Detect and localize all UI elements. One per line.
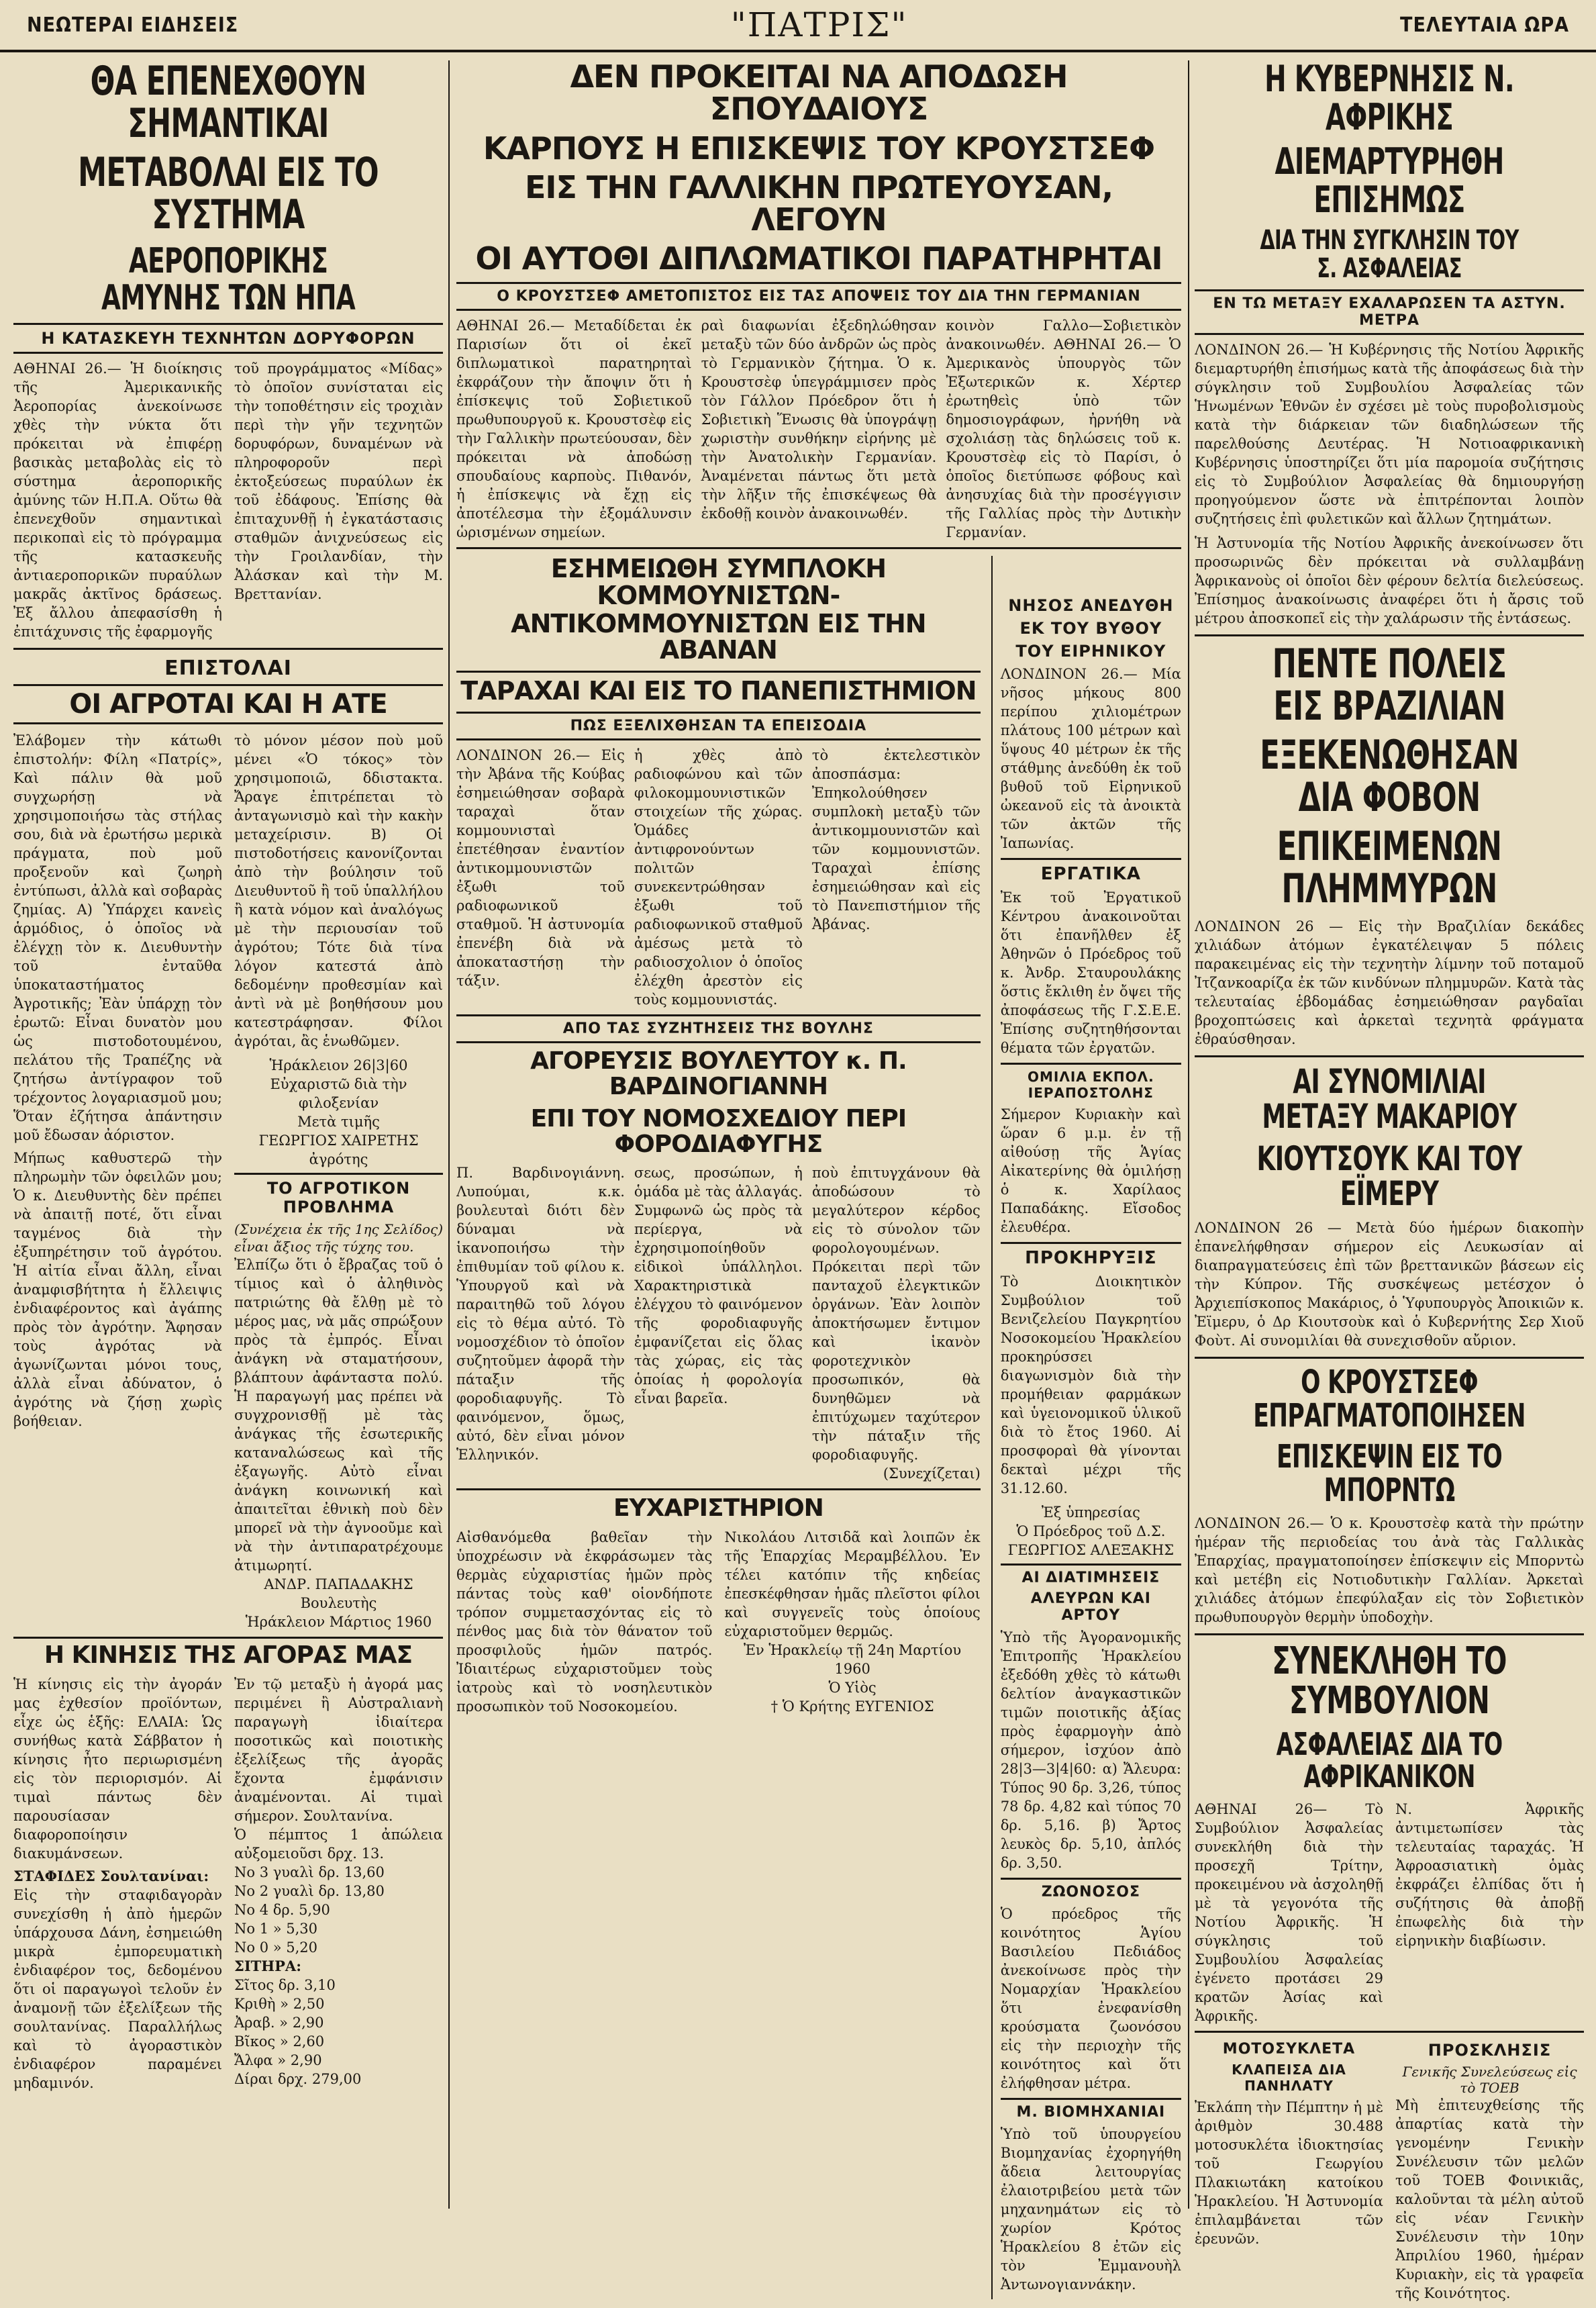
headline-island-line3: ΤΟΥ ΕΙΡΗΝΙΚΟΥ [1015,641,1166,661]
headline-motorcycle-line1: ΜΟΤΟΣΥΚΛΕΤΑ [1222,2040,1356,2058]
article-text: ΛΟΝΔΙΝΟΝ 26.— Εἰς τὴν Ἀβάνα τῆς Κούβας ἐσημειώθησαν σοβαρὰ ταραχαὶ ὅταν κομμουνισταὶ ἐπετέθησαν ἐναντίον ἀντικομμουνιστῶν ἐξωθι τοῦ ραδιοφωνικοῦ σταθμοῦ. Ἡ ἀστυνομία ἐπενέβη διὰ νὰ ἀποκαταστήσῃ τὴν τάξιν. [456,747,625,990]
article-text: ἡ χθὲς ἀπὸ ραδιοφώνου καὶ τῶν φιλοκομμουνιστικῶν στοιχείων τῆς χώρας. Ὁμάδες ἀντιφρονούντων πολιτῶν συνεκεντρώθησαν ἐξωθι τοῦ ραδιοφωνικοῦ σταθμοῦ ἀμέσως μετὰ τὸ ραδιοσχολιον ὁ ὁποῖος ἐλέχθη ἀρεστὸν εἰς τοὺς κομμουνιστάς. [634,747,803,1008]
prices-text: Ὑπὸ τῆς Ἀγορανομικῆς Ἐπιτροπῆς Ἡρακλείου ἐξεδόθη χθὲς τὸ κάτωθι δελτίον ἀναγκαστικῶν τιμῶν ποιοτικῆς ἀξίας πρὸς ἐφαρμογὴν ἀπὸ σήμερον, ἰσχύον ἀπὸ 28|3—3|4|60: α) Ἄλευρα: Τύπος 90 δρ. 3,26, τύπος 78 δρ. 4,82 καὶ τύπος 70 δρ. 5,16. β) Ἄρτος λευκὸς δρ. 5,10, ἀπλός δρ. 3,50. [1000,1629,1181,1871]
article-cyprus: ΛΟΝΔΙΝΟΝ 26 — Μετὰ δύο ἡμέρων διακοπὴν ἐπανελήφθησαν σήμερον εἰς Λευκωσίαν αἱ διαπραγματεύσεις ἐπὶ τῶν βρεττανικῶν βάσεων εἰς τὴν Κύπρον. Τῆς συσκέψεως μετέσχον ὁ Ἀρχιεπίσκοπος Μακάριος, ὁ Ὑφυπουργὸς Ἀποικιῶν κ. Ἐϊμερυ, ὁ Δρ Κιουτσοὺκ καὶ ὁ Κυβερνήτης Σερ Χιοῦ Φοὺτ. Αἱ συνομιλίαι θὰ συνεχισθοῦν αὔριον. [1195,1219,1584,1349]
article-text: ποὺ ἐπιτυγχάνουν θὰ ἀποδώσουν τὸ μεγαλύτερον κέρδος εἰς τὸ σύνολον τῶν φορολογουμένων. Πρόκειται περὶ τῶν πανταχοῦ ἐλεγκτικῶν ὀργάνων. Ἐὰν λοιπὸν ἀποκτήσωμεν ἔντιμον καὶ ἱκανὸν φοροτεχνικὸν προσωπικόν, θὰ δυνηθῶμεν νὰ ἐπιτύχωμεν ταχύτερον τὴν πάταξιν τῆς φοροδιαφυγῆς. [811,1165,981,1463]
center-lower [456,547,1181,2299]
masthead-title: "ΠΑΤΡΙΣ" [730,5,908,44]
letter-author-role: ἀγρότης [309,1151,368,1168]
zoonosis-text: Ὁ πρόεδρος τῆς κοινότητος Ἁγίου Βασιλείου Πεδιάδος ἀνεκοίνωσε πρὸς τὴν Νομαρχίαν Ἡρακλείου ὅτι ἐνεφανίσθη κρούσματα ζωονόσου εἰς τὴν περιοχὴν τῆς κοινότητος καὶ ὅτι ἐλήφθησαν μέτρα. [1000,1905,1181,2091]
continued-note: (Συνεχίζεται) [883,1465,981,1482]
market-text: Ἐν τῷ μεταξὺ ἡ ἀγορά μας περιμένει ἢ Αὐστραλιανὴ παραγωγὴ ἰδιαίτερα ποσοτικῶς καὶ ποιοτικὴς ἐξελίξεως τῆς ἀγορᾶς ἔχοντα ἐμφάνισιν ἀναμένονται. Αἱ τιμαὶ σήμερον. Σουλτανίνα. [234,1676,443,1824]
thanks-date: Ἐν Ἡρακλείῳ τῇ 24η Μαρτίου 1960 [743,1642,962,1678]
agro-text: Ἐλπίζω ὅτι ὁ ἔβραζας τοῦ ὁ τίμιος καὶ ὁ ἀληθινὸς πατριώτης θὰ ἔλθῃ μὲ τὸ μέρος μας, νὰ μᾶς σπρώξουν πρὸς τὰ ἐμπρός. Εἶναι ἀνάγκη νὰ σταματήσουν, βλάπτουν ἀφάνταστα πολύ. Ἡ παραγωγή μας πρέπει νὰ συγχρονισθῇ μὲ τὰς ἀνάγκας τῆς ἐσωτερικῆς καταναλώσεως καὶ τῆς ἐξαγωγῆς. Αὐτὸ εἶναι ἀνάγκη κοινωνική καὶ ἀπαιτεῖται ἐθνικὴ ποὺ δὲν μπορεῖ νὰ τὴν ἀγνοοῦμε καὶ νὰ τὴν ἀντιπαρατρέχουμε ἀτιμωρητί. [234,1257,443,1574]
article-parliament [456,1163,981,1483]
article-text: σεως, προσώπων, ἡ ὁμάδα μὲ τὰς ἀλλαγάς. Συμφωνῶ ὡς πρὸς τὰ περίεργα, νὰ ἐχρησιμοποίηθοῦν εἰδικοὶ ὑπάλληλοι. Χαρακτηριστικὰ ἐλέγχου τὸ φαινόμενον τῆς φοροδιαφυγῆς ἐμφανίζεται εἰς ὅλας τὰς χώρας, εἰς τὰς ὁποίας ἡ φορολογία εἶναι βαρεῖα. [634,1165,803,1407]
raisins-text: Εἰς τὴν σταφιδαγορὰν συνεχίσθη ἡ ἀπὸ ἡμερῶν ὑπάρχουσα Δάνη, ἐσημειώθη μικρὰ ἐμπορευματικὴ ἐνδιαφέρον τος, δεδομένου ὅτι οἱ παραγωγοὶ τελοῦν ἐν ἀναμονῇ τῶν ἐξελίξεων τῆς σουλτανίνας. Παραλλήλως καὶ τὸ ἀγοραστικὸν ἐνδιαφέρον παραμένει μηδαμινόν. [13,1886,222,2091]
subheadline-satellites: Η ΚΑΤΑΣΚΕΥΗ ΤΕΧΝΗΤΩΝ ΔΟΡΥΦΟΡΩΝ [13,323,443,354]
headline-khrushchev-line1: ΔΕΝ ΠΡΟΚΕΙΤΑΙ ΝΑ ΑΠΟΔΩΣΗ ΣΠΟΥΔΑΙΟΥΣ [570,60,1068,128]
grain-line: Ἀραβ. » 2,90 [234,2014,324,2031]
grain-line: Ἄλφα » 2,90 [234,2052,322,2068]
prices-note: Ὁ πέμπτος 1 ἀπώλεια αὐξομειοῦσι δρχ. 13. [234,1826,443,1862]
lecture-text: Σήμερον Κυριακὴν καὶ ὥραν 6 μ.μ. ἐν τῇ αἰθούσῃ τῆς Ἁγίας Αἰκατερίνης θὰ ὁμιλήσῃ ὁ κ. Χαρίλαος Παπαδάκης. Εἴσοδος ἐλευθέρα. [1000,1106,1181,1235]
subheadline-police: ΕΝ ΤΩ ΜΕΤΑΞΥ ΕΧΑΛΑΡΩΣΕΝ ΤΑ ΑΣΤΥΝ. ΜΕΤΡΑ [1195,289,1584,335]
headline-khrushchev-line3: ΕΙΣ ΤΗΝ ΓΑΛΛΙΚΗΝ ΠΡΩΤΕΥΟΥΣΑΝ, ΛΕΓΟΥΝ [524,169,1113,238]
agro-author: ΑΝΔΡ. ΠΑΠΑΔΑΚΗΣ [264,1576,413,1593]
island-text: ΛΟΝΔΙΝΟΝ 26.— Μία νῆσος μήκους 800 περίπου χιλιομέτρων πλάτους 100 μέτρων καὶ ὕψους 40 μέτρων ἐκ τῆς στάθμης ἀνεδύθη ἐκ τοῦ βυθοῦ τοῦ Εἰρηνικοῦ ὠκεανοῦ εἰς τὰ ἀνοικτὰ τῶν ἀκτῶν τῆς Ἰαπωνίας. [1000,665,1181,851]
article-khrushchev [456,316,1181,542]
article-safrica: Ἡ Ἀστυνομία τῆς Νοτίου Ἀφρικῆς ἀνεκοίνωσεν ὅτι προσωρινῶς δὲν πρόκειται νὰ συλλαμβάνῃ Ἀφρικανοὺς οἱ ὁποῖοι δὲν φέρουν δελτία διελεύσεως. Ἐπίσημος ἀνακοίνωσις ἀναφέρει ὅτι ἡ ἄρσις τοῦ μέτρου ἀποσκοπεῖ εἰς τὴν χαλάρωσιν τῆς ἐντάσεως. [1195,534,1584,626]
thanks-signature: † Ὁ Κρήτης ΕΥΓΕΝΙΟΣ [770,1698,934,1715]
article-brazil: ΛΟΝΔΙΝΟΝ 26 — Εἰς τὴν Βραζιλίαν δεκάδες χιλιάδων ἀτόμων ἐγκατέλειψαν 5 πόλεις παρακειμένας εἰς τὴν τεχνητὴν λίμνην τοῦ ποταμοῦ Ἰτζανκοαρίζα ἐκ τῶν κινδύνων πλημμυρῶν. Κατὰ τὰς τελευταίας ἑβδομάδας ἐσημειώθησαν ραγδαῖαι βροχοπτώσεις καὶ ἀρκεταὶ τεχνητὰ φράγματα ἐθραύσθησαν. [1195,918,1584,1047]
headline-security-council-line1: ΣΥΝΕΚΛΗΘΗ ΤΟ ΣΥΜΒΟΥΛΙΟΝ [1272,1639,1507,1723]
thanks-notice [456,1528,981,1716]
market-text: Ἡ κίνησις εἰς τὴν ἀγοράν μας ἐχθεσίον προϊόντων, εἶχε ὡς ἑξῆς: ΕΛΑΙΑ: Ὡς συνήθως κατὰ Σάββατον ἡ κίνησις ἦτο περιωρισμένη εἰς τὸν περιορισμόν. Αἱ τιμαὶ πάντως δὲν παρουσίασαν διαφοροποίησιν διακυμάνσεων. [13,1676,222,1862]
letter-text: Ἐλάβομεν τὴν κάτωθι ἐπιστολήν: Φίλη «Πατρίς», Καὶ πάλιν θὰ μοῦ συγχωρήσῃ νὰ χρησιμοποιήσω τὰς στήλας σου, διὰ νὰ ἐρωτήσω μερικὰ πράγματα, ποὺ μοῦ προξενοῦν καὶ ζωηρὴ ἐντύπωσι, ἀλλὰ καὶ σοβαρὰς ζημίας. Α) Ὑπάρχει κανεὶς ἁρμόδιος, ὁ ὁποῖος νὰ ἐλέγχῃ τὸν κ. Διευθυντὴν τοῦ ἐνταῦθα ὑποκαταστήματος Ἀγροτικῆς; Ἐὰν ὑπάρχῃ τὸν ἐρωτῶ: Εἶναι δυνατὸν μου ὡς πιστοδοτουμένου, πελάτου τῆς Τραπέζης νὰ ζητήσω ἀντίγραφον τοῦ τρέχοντος λογαριασμοῦ μου; Ὅταν ἐζήτησα ἀπάντησιν μοῦ ἔδωσαν ἀόριστον. [13,732,222,1144]
article-security-council [1195,1800,1584,2025]
headline-zoonosis: ΖΩΟΝΟΣΟΣ [1001,1878,1181,1901]
price-line: Νο 2 γυαλὶ δρ. 13,80 [234,1882,385,1899]
headline-parliament-line2: ΕΠΙ ΤΟΥ ΝΟΜΟΣΧΕΔΙΟΥ ΠΕΡΙ ΦΟΡΟΔΙΑΦΥΓΗΣ [530,1104,907,1158]
raisins-heading: ΣΤΑΦΙΔΕΣ Σουλτανίναι: [13,1867,209,1884]
motorcycle-text: Ἐκλάπη τὴν Πέμπτην ἡ μὲ ἀριθμὸν 30.488 μοτοσυκλέτα ἰδιοκτησίας τοῦ Γεωργίου Πλακιωτάκη κατοίκου Ἡρακλείου. Ἡ Ἀστυνομία ἐπιλαμβάνεται τῶν ἐρευνῶν. [1195,2099,1383,2247]
headline-parliament-line1: ΑΓΟΡΕΥΣΙΣ ΒΟΥΛΕΥΤΟΥ κ. Π. ΒΑΡΔΙΝΟΓΙΑΝΝΗ [530,1047,907,1101]
subheadline-germany: Ο ΚΡΟΥΣΤΣΕΦ ΑΜΕΤΟΠΙΣΤΟΣ ΕΙΣ ΤΑΣ ΑΠΟΨΕΙΣ ΤΟΥ ΔΙΑ ΤΗΝ ΓΕΡΜΑΝΙΑΝ [456,282,1181,311]
article-text: τοῦ προγράμματος «Μίδας» τὸ ὁποῖον συνίσταται εἰς τὴν τοποθέτησιν εἰς τροχιὰν περὶ τὴν γῆν τεχνητῶν δορυφόρων, δυναμένων νὰ πληροφοροῦν περὶ ἐκτοξεύσεως πυραύλων ἐκ τοῦ ἐδάφους. Ἐπίσης θὰ ἐπιταχυνθῇ ἡ ἐγκατάστασις σταθμῶν ἀνιχνεύσεως εἰς τὴν Γροιλανδίαν, τὴν Ἀλάσκαν καὶ τὴν Μ. Βρεττανίαν. [234,360,443,603]
invitation-text: Μὴ ἐπιτευχθείσης τῆς ἀπαρτίας κατὰ τὴν γενομένην Γενικὴν Συνέλευσιν τῶν μελῶν τοῦ ΤΟΕΒ Φοινικιᾶς, καλοῦνται τὰ μέλη αὐτοῦ εἰς νέαν Γενικὴν Συνέλευσιν τὴν 10ην Ἀπριλίου 1960, ἡμέραν Κυριακὴν, εἰς τὰ γραφεῖα τῆς Κοινότητος. [1395,2097,1584,2301]
article-havana [456,746,981,1009]
article-text: Ν. Ἀφρικῆς ἀντιμετωπίσεν τὰς τελευταίας ταραχάς. Ἡ Ἀφροασιατικὴ ὁμὰς ἐκφράζει ἐλπίδας ὅτι ἡ συζήτησις θὰ ἀποβῇ ἐπωφελὴς διὰ τὴν εἰρηνικὴν διαβίωσιν. [1395,1800,1584,1949]
article-bordeaux: ΛΟΝΔΙΝΟΝ 26.— Ὁ κ. Κρουστσὲφ κατὰ τὴν πρώτην ἡμέραν τῆς περιοδείας του ἀνὰ τὰς Γαλλικὰς Ἐπαρχίας, πραγματοποίησεν ἐπίσκεψιν εἰς Μπορντὼ καὶ μετέβη εἰς Νοτιοδυτικὴν Γαλλίαν. Ἀρκεταὶ χιλιάδες ἀτόμων ἐπεφύλαξαν εἰς τὸν Σοβιετικὸν πρωθυπουργὸν θερμὴν ὑποδοχὴν. [1195,1515,1584,1626]
headline-khrushchev-line2: ΚΑΡΠΟΥΣ Η ΕΠΙΣΚΕΨΙΣ ΤΟΥ ΚΡΟΥΣΤΣΕΦ [483,130,1155,166]
labor-text: Ἐκ τοῦ Ἐργατικοῦ Κέντρου ἀνακοινοῦται ὅτι ἐπανῆλθεν ἐξ Ἀθηνῶν ὁ Πρόεδρος τοῦ κ. Ἀνδρ. Σταυρουλάκης ὅστις ἔκλιθη ἐν ὄψει τῆς ἀποφάσεως τῆς Γ.Σ.Ε.Ε. Ἐπίσης συζητηθήσονται θέματα τῶν ἐργατῶν. [1000,889,1181,1056]
headline-motorcycle-line2: ΚΛΑΠΕΙΣΑ ΔΙΑ ΠΑΝΗΛΑΤΥ [1232,2061,1346,2094]
article-safrica: ΛΟΝΔΙΝΟΝ 26.— Ἡ Κυβέρνησις τῆς Νοτίου Ἀφρικῆς διεμαρτυρήθη ἐπισήμως κατὰ τῆς ἀποφάσεως διὰ τὴν σύγκλησιν τοῦ Συμβουλίου Ἀσφαλείας τῶν Ἡνωμένων Ἐθνῶν ἐν σχέσει μὲ τοὺς πυροβολισμοὺς κατὰ τὴν διάρκειαν τῶν διαδηλώσεων τῆς παρελθούσης Δευτέρας. Ἡ Νοτιοαφρικανικὴ Κυβέρνησις ὑποστηρίζει ὅτι μία παρομοία συζήτησις εἰς τὸ Συμβούλιον Ἀσφαλείας θὰ δημιουργήσῃ προηγούμενον ὥστε νὰ ἐπιτρέπονται λοιπὸν συζητήσεις ἐπὶ φυλετικῶν καὶ ἄλλων ζητημάτων. [1195,341,1584,527]
headline-safrica-line3: ΔΙΑ ΤΗΝ ΣΥΓΚΛΗΣΙΝ ΤΟΥ Σ. ΑΣΦΑΛΕΙΑΣ [1260,224,1519,284]
article-text: τὸ ἐκτελεστικὸν ἀποσπάσμα: Ἐπηκολούθησεν συμπλοκὴ μεταξὺ τῶν ἀντικομμουνιστῶν καὶ τῶν κομμουνιστῶν. Ταραχαὶ ἐπίσης ἐσημειώθησαν καὶ εἰς τὸ Πανεπιστήμιον τῆς Ἀβάνας. [811,747,981,933]
headline-aa-line1: ΘΑ ΕΠΕΝΕΧΘΟΥΝ ΣΗΜΑΝΤΙΚΑΙ [90,60,366,147]
agro-subline: (Συνέχεια ἐκ τῆς 1ης Σελίδος) εἶναι ἄξιος τῆς τύχης του. [234,1221,443,1255]
left-column [13,60,443,2098]
grain-line: Δίραι δρχ. 279,00 [234,2070,362,2087]
headline-havana-line3: ΤΑΡΑΧΑΙ ΚΑΙ ΕΙΣ ΤΟ ΠΑΝΕΠΙΣΤΗΜΙΟΝ [456,671,981,705]
agro-signature [234,1575,443,1631]
letter-text: τὸ μόνον μέσον ποὺ μοῦ μένει «Ὁ τόκος» τὸν χρησιμοποιῶ, δδιστακτα. Ἄραγε ἐπιτρέπεται τὸ ἀνταγωνισμὸ καὶ τὴν κακὴν μεταχείρισιν. Β) Οἱ πιστοδοτήσεις κανονίζονται ἀπὸ τὴν βούλησιν τοῦ Διευθυντοῦ ἢ τοῦ ὑπαλλήλου ἢ κατὰ νόμον καὶ ἀναλόγως μὲ τὴν περιουσίαν τοῦ ἀγρότου; Τότε διὰ τίνα λόγον κατεστά ἀπὸ δεδομένην προθεσμίαν καὶ ἀντὶ νὰ μὲ βοηθήσουν μου κατεστράφησαν. Φίλοι ἀγρόται, ἂς ἑνωθῶμεν. [234,732,443,1050]
tender-sig-line: ΓΕΩΡΓΙΟΣ ΑΛΕΞΑΚΗΣ [1007,1541,1175,1558]
headline-bordeaux-line1: Ο ΚΡΟΥΣΤΣΕΦ ΕΠΡΑΓΜΑΤΟΠΟΙΗΣΕΝ [1253,1363,1526,1435]
headline-bordeaux-line2: ΕΠΙΣΚΕΨΙΝ ΕΙΣ ΤΟ ΜΠΟΡΝΤΩ [1276,1437,1503,1509]
headline-island-line2: ΕΚ ΤΟΥ ΒΥΘΟΥ [1019,618,1162,638]
thanks-signature-label: Ὁ Υἱὸς [828,1680,877,1696]
headline-cyprus-line1: ΑΙ ΣΥΝΟΜΙΛΙΑΙ ΜΕΤΑΞΥ ΜΑΚΑΡΙΟΥ [1262,1061,1517,1137]
subheadline-incidents: ΠΩΣ ΕΞΕΛΙΧΘΗΣΑΝ ΤΑ ΕΠΕΙΣΟΔΙΑ [456,712,981,740]
thanks-text: Νικολάου Λιτσιδᾶ καὶ λοιπῶν ἐκ τῆς Ἐπαρχίας Μεραμβέλλου. Ἐν τέλει κατόπιν τῆς κηδείας ἐπεσκέφθησαν ἡμᾶς πλεῖστοι φίλοι καὶ συγγενεῖς τοὺς ὁποίους εὐχαριστοῦμεν θερμῶς. [724,1529,981,1640]
headline-industries: Μ. ΒΙΟΜΗΧΑΝΙΑΙ [1001,2098,1181,2121]
price-line: Νο 1 » 5,30 [234,1920,318,1937]
divider [1195,634,1584,636]
masthead-right: ΤΕΛΕΥΤΑΙΑ ΩΡΑ [1400,13,1569,37]
column-divider [448,60,450,2209]
column-divider [1188,60,1189,2209]
grain-line: Βῖκος » 2,60 [234,2033,325,2050]
masthead-left: ΝΕΩΤΕΡΑΙ ΕΙΔΗΣΕΙΣ [27,13,239,37]
headline-aa-line2: ΜΕΤΑΒΟΛΑΙ ΕΙΣ ΤΟ ΣΥΣΤΗΜΑ [78,149,379,238]
letter-text: Μήπως καθυστερῶ τὴν πληρωμὴν τῶν ὀφειλῶν μου; Ὁ κ. Διευθυντὴς δὲν πρέπει νὰ ἀπαιτῇ ποτέ, ὅτι εἶναι ταγμένος διὰ τὴν ἐξυπηρέτησιν τοῦ ἀγρότου. Ἡ αἰτία εἶναι ἄλλη, εἶναι ἀναμφισβήτητα ἡ ἔλλειψις ἐνδιαφέροντος καὶ ἀγάπης πρὸς τὸν ἀγρότην. Ἄφησαν τοὺς ἀγρότας νὰ ἀγωνίζωνται μόνοι τους, ἀλλὰ εἶναι ἀδύνατον, ὁ ἀγρότης νὰ ζήσῃ χωρὶς βοήθειαν. [13,1150,222,1430]
headline-market: Η ΚΙΝΗΣΙΣ ΤΗΣ ΑΓΟΡΑΣ ΜΑΣ [13,1637,443,1668]
headline-havana-line1: ΕΣΗΜΕΙΩΘΗ ΣΥΜΠΛΟΚΗ ΚΟΜΜΟΥΝΙΣΤΩΝ- [550,553,887,610]
headline-labor: ΕΡΓΑΤΙΚΑ [1001,858,1181,884]
price-line: Νο 3 γυαλὶ δρ. 13,60 [234,1864,385,1880]
letter-date: Ἡράκλειον 26|3|60 [269,1057,408,1074]
article-text: ΑΘΗΝΑΙ 26— Τὸ Συμβούλιον Ἀσφαλείας συνεκλήθη διὰ τὴν προσεχῆ Τρίτην, προκειμένου νὰ ἀσχοληθῇ μὲ τὰ γεγονότα τῆς Νοτίου Ἀφρικῆς. Ἡ σύγκλησις τοῦ Συμβουλίου Ἀσφαλείας ἐγένετο προτάσει 29 κρατῶν Ἀσίας καὶ Ἀφρικῆς. [1195,1800,1383,2024]
divider [1195,1357,1584,1359]
headline-prices-line2: ΑΛΕΥΡΩΝ ΚΑΙ ΑΡΤΟΥ [1030,1590,1151,1624]
subheadline-parliament: ΑΠΟ ΤΑΣ ΣΥΖΗΤΗΣΕΙΣ ΤΗΣ ΒΟΥΛΗΣ [456,1014,981,1043]
headline-brazil-line1: ΠΕΝΤΕ ΠΟΛΕΙΣ ΕΙΣ ΒΡΑΖΙΛΙΑΝ [1272,640,1507,730]
grain-heading: ΣΙΤΗΡΑ: [234,1957,301,1974]
thanks-text: Αἰσθανόμεθα βαθεῖαν τὴν ὑποχρέωσιν νὰ ἐκφράσωμεν τὰς θερμὰς εὐχαριστίας ἡμῶν πρὸς πάντας τοὺς καθ' οἱονδήποτε τρόπον συμμετασχόντας εἰς τὸ πένθος μας διὰ τὸν θάνατον τοῦ προσφιλοῦς ἡμῶν πατρός. Ἰδιαιτέρως εὐχαριστοῦμεν τοὺς ἰατροὺς καὶ τὸ νοσηλευτικὸν προσωπικὸν τοῦ Νοσοκομείου. [456,1529,713,1715]
headline-island-line1: ΝΗΣΟΣ ΑΝΕΔΥΘΗ [1008,595,1174,615]
masthead [0,0,1596,52]
headline-brazil-line3: ΕΠΙΚΕΙΜΕΝΩΝ ΠΛΗΜΜΥΡΩΝ [1277,822,1502,912]
agro-date: Ἡράκλειον Μάρτιος 1960 [245,1614,432,1631]
article-air-defense [13,359,443,641]
right-column [1195,60,1584,2308]
headline-lecture: ΟΜΙΛΙΑ ΕΚΠΟΛ. ΙΕΡΑΠΟΣΤΟΛΗΣ [1001,1063,1181,1101]
headline-havana-line2: ΑΝΤΙΚΟΜΜΟΥΝΙΣΤΩΝ ΕΙΣ ΤΗΝ ΑΒΑΝΑΝ [511,608,926,665]
letter-author: ΓΕΩΡΓΙΟΣ ΧΑΙΡΕΤΗΣ [258,1133,419,1149]
article-text: ραὶ διαφωνίαι ἐξεδηλώθησαν μεταξὺ τῶν δύο ἀνδρῶν ὡς πρὸς τὸ Γερμανικὸν ζήτημα. Ὁ κ. Κρουστσὲφ ὑπεγράμμισεν πρὸς τὸν Γάλλον Πρόεδρον ὅτι ἡ Σοβιετικὴ Ἕνωσις θὰ ὑπογράψῃ χωριστὴν συνθήκην εἰρήνης μὲ τὴν Ἀνατολικὴν Γερμανίαν. Ἀναμένεται πάντως ὅτι μετὰ τὴν λῆξιν τῆς ἐπισκέψεως θὰ ἐκδοθῇ κοινὸν ἀνακοινωθέν. [701,317,937,522]
letter-farmers [13,731,443,1631]
headline-aa-line3: ΑΕΡΟΠΟΡΙΚΗΣ ΑΜΥΝΗΣ ΤΩΝ ΗΠΑ [101,241,355,318]
headline-brazil-line2: ΕΞΕΚΕΝΩΘΗΣΑΝ ΔΙΑ ΦΟΒΟΝ [1260,731,1519,821]
bottom-notices [1195,2031,1584,2308]
headline-safrica-line1: Η ΚΥΒΕΡΝΗΣΙΣ Ν. ΑΦΡΙΚΗΣ [1264,60,1514,138]
headline-security-council-line2: ΑΣΦΑΛΕΙΑΣ ΔΙΑ ΤΟ ΑΦΡΙΚΑΝΙΚΟΝ [1276,1725,1503,1795]
article-text: ΑΘΗΝΑΙ 26.— Μεταδίδεται ἐκ Παρισίων ὅτι οἱ ἐκεῖ διπλωματικοὶ παρατηρηταὶ ἐκφράζουν τὴν ἄποψιν ὅτι ἡ ἐπίσκεψις τοῦ Σοβιετικοῦ πρωθυπουργοῦ κ. Κρουστσὲφ εἰς τὴν Γαλλικὴν πρωτεύουσαν, δὲν πρόκειται νὰ ἀποδώσῃ σπουδαίους καρποὺς. Πιθανόν, ἡ ἐπίσκεψις νὰ ἔχῃ εἰς ἀποτέλεσμα τὴν ἐξομάλυνσιν ὡρισμένων σημείων. [456,317,692,540]
price-line: Νο 0 » 5,20 [234,1939,318,1956]
tender-sig-line: Ἐξ ὑπηρεσίας [1041,1504,1140,1521]
headline-khrushchev-line4: ΟΙ ΑΥΤΟΘΙ ΔΙΠΛΩΜΑΤΙΚΟΙ ΠΑΡΑΤΗΡΗΤΑΙ [475,240,1162,277]
grain-line: Σῖτος δρ. 3,10 [234,1976,336,1993]
headline-invitation: ΠΡΟΣΚΛΗΣΙΣ [1428,2040,1552,2060]
price-line: Νο 4 δρ. 5,90 [234,1901,330,1918]
article-text: κοινὸν Γαλλο—Σοβιετικὸν ἀνακοινωθέν. ΑΘΗΝΑΙ 26.— Ὁ Ἀμερικανὸς ὑπουργὸς τῶν Ἐξωτερικῶν κ. Χέρτερ ἐρωτηθεὶς ὑπὸ τῶν δημοσιογράφων, ἠρνήθη νὰ σχολιάσῃ τὰς δηλώσεις τοῦ κ. Κρουστσὲφ εἰς τὸ Παρίσι, ὁ ὁποῖος διετύπωσε φόβους καὶ ἀνησυχίας διὰ τὴν προσέγγισιν τῆς Γαλλίας πρὸς τὴν Δυτικὴν Γερμανίαν. [946,317,1181,540]
letter-regards: Μετὰ τιμῆς [297,1114,380,1131]
center-column [456,60,1181,2299]
market-report [13,1675,443,2093]
headline-tender: ΠΡΟΚΗΡΥΞΙΣ [1001,1242,1181,1268]
grain-line: Κριθὴ » 2,50 [234,1995,325,2012]
industries-text: Ὑπὸ τοῦ ὑπουργείου Βιομηχανίας ἐχορηγήθη ἄδεια λειτουργίας ἐλαιοτριβείου μετὰ τῶν μηχανημάτων εἰς τὸ χωρίον Κρότος Ἡρακλείου 8 ἐτῶν εἰς τὸν Ἐμμανουὴλ Ἀντωνογιαννάκην. [1000,2125,1181,2293]
agro-author-role: Βουλευτὴς [300,1595,377,1612]
article-text: Π. Βαρδινογιάννη. Λυπούμαι, κ.κ. βουλευταὶ διότι δὲν δύναμαι νὰ ἱκανοποιήσω τὴν ἐπιθυμίαν τοῦ φίλου κ. Ὑπουργοῦ καὶ νὰ παραιτηθῶ τοῦ λόγου εἰς τὸ θέμα αὐτό. Τὸ νομοσχέδιον τὸ ὁποῖον συζητοῦμεν ἀφορᾶ τὴν πάταξιν τῆς φοροδιαφυγῆς. Τὸ φαινόμενον, ὅμως, αὐτό, δὲν εἶναι μόνον Ἑλληνικόν. [456,1165,625,1463]
letter-thanks: Εὐχαριστῶ διὰ τὴν φιλοξενίαν [270,1076,407,1112]
tender-sig-line: Ὁ Πρόεδρος τοῦ Δ.Σ. [1016,1523,1166,1539]
letter-signature [234,1056,443,1169]
headline-prices: ΑΙ ΔΙΑΤΙΜΗΣΕΙΣ [1001,1564,1181,1586]
tender-text: Τὸ Διοικητικὸν Συμβούλιον τοῦ Βενιζελείου Παγκρητίου Νοσοκομείου Ἡρακλείου προκηρύσσει διαγωνισμὸν διὰ τὴν προμήθειαν φαρμάκων καὶ ὑγειονομικοῦ ὑλικοῦ διὰ τὸ ἔτος 1960. Αἱ προσφοραὶ θὰ γίνονται δεκταὶ μέχρι τῆς 31.12.60. [1000,1273,1181,1496]
center-right-subcolumn [991,556,1181,2299]
section-title-letters: ΕΠΙΣΤΟΛΑΙ [164,657,292,681]
divider [13,648,443,650]
headline-safrica-line2: ΔΙΕΜΑΡΤΥΡΗΘΗ ΕΠΙΣΗΜΩΣ [1275,140,1504,222]
headline-farmers: ΟΙ ΑΓΡΟΤΑΙ ΚΑΙ Η ΑΤΕ [13,684,443,724]
divider [1195,1633,1584,1635]
headline-thanks: ΕΥΧΑΡΙΣΤΗΡΙΟΝ [456,1488,981,1521]
headline-cyprus-line2: ΚΙΟΥΤΣΟΥΚ ΚΑΙ ΤΟΥ ΕΪΜΕΡΥ [1256,1139,1522,1214]
article-text: ΑΘΗΝΑΙ 26.— Ἡ διοίκησις τῆς Ἀμερικανικῆς Ἀεροπορίας ἀνεκοίνωσε χθὲς τὴν νύκτα ὅτι πρόκειται νὰ ἐπιφέρῃ βασικὰς μεταβολὰς εἰς τὸ σύστημα ἀεροπορικῆς ἀμύνης τῶν Η.Π.Α. Οὕτω θὰ ἐπενεχθοῦν σημαντικαὶ περικοπαὶ εἰς τὸ πρόγραμμα τῆς κατασκευῆς ἀντιαεροπορικῶν πυραύλων μακρᾶς ἀκτῖνος δράσεως. Ἐξ ἄλλου ἀπεφασίσθη ἡ ἐπιτάχυνσις τῆς ἐφαρμογῆς [13,360,222,640]
headline-agro-problem: ΤΟ ΑΓΡΟΤΙΚΟΝ ΠΡΟΒΛΗΜΑ [234,1173,443,1216]
divider [1195,1055,1584,1057]
invitation-subline: Γενικῆς Συνελεύσεως εἰς τὸ ΤΟΕΒ [1402,2063,1577,2096]
